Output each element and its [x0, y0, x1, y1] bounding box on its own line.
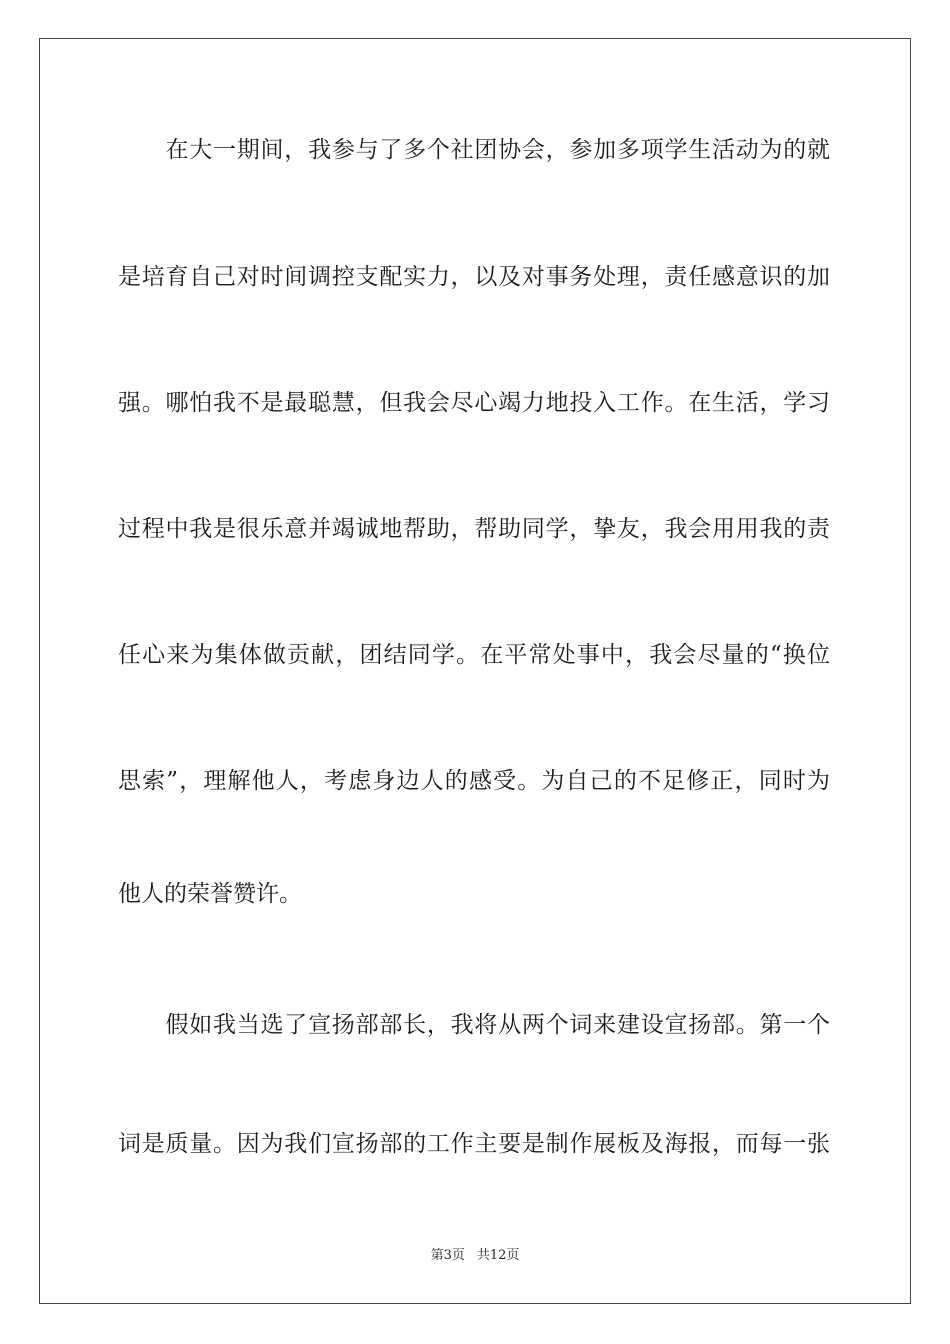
paragraph-line-9: 词是质量。因为我们宣扬部的工作主要是制作展板及海报，而每一张: [118, 1132, 830, 1156]
paragraph-line-8: 假如我当选了宣扬部部长，我将从两个词来建设宣扬部。第一个: [118, 1013, 830, 1037]
page-number: 第3页: [430, 1248, 465, 1263]
paragraph-line-6: 思索”，理解他人，考虑身边人的感受。为自己的不足修正，同时为: [118, 769, 830, 793]
paragraph-line-4: 过程中我是很乐意并竭诚地帮助，帮助同学，挚友，我会用用我的责: [118, 517, 830, 541]
paragraph-line-3: 强。哪怕我不是最聪慧，但我会尽心竭力地投入工作。在生活，学习: [118, 391, 830, 415]
paragraph-line-7: 他人的荣誉赞许。: [118, 882, 302, 906]
page-border: [39, 38, 911, 1304]
page-footer: [0, 1248, 950, 1264]
paragraph-line-1: 在大一期间，我参与了多个社团协会，参加多项学生活动为的就: [118, 138, 830, 162]
paragraph-line-5: 任心来为集体做贡献，团结同学。在平常处事中，我会尽量的“换位: [118, 643, 830, 667]
page-total: 共12页: [476, 1248, 520, 1263]
paragraph-line-2: 是培育自己对时间调控支配实力，以及对事务处理，责任感意识的加: [118, 265, 830, 289]
